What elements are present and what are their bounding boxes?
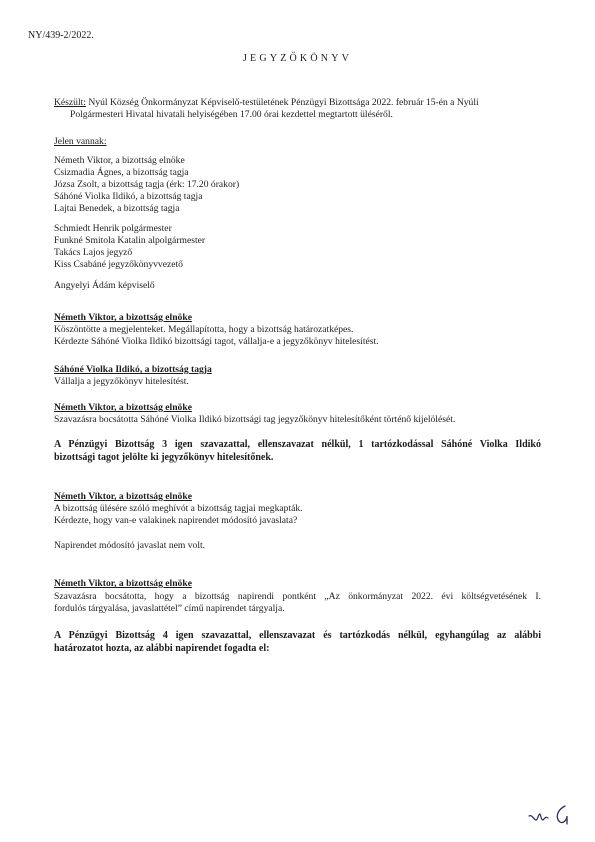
guest-attendee: Angyelyi Ádám képviselő	[54, 280, 155, 291]
document-title: JEGYZŐKÖNYV	[242, 53, 353, 64]
minutes-text: Köszöntötte a megjelenteket. Megállapította, hogy a bizottság határozatképes.	[54, 324, 354, 335]
minutes-text: Kérdezte Sáhóné Violka Ildikó bizottsági tagot, vállalja-e a jegyzőkönyv hitelesítést.	[54, 336, 379, 347]
document-reference-number: NY/439-2/2022.	[28, 30, 94, 41]
handwritten-initials-signature	[527, 802, 577, 826]
resolution-text-line-1: A Pénzügyi Bizottság 4 igen szavazattal, ellenszavazat és tartózkodás nélkül, egyhangúlag az alábbi	[54, 630, 541, 641]
speaker-heading: Németh Viktor, a bizottság elnöke	[54, 578, 192, 589]
committee-member: Józsa Zsolt, a bizottság tagja (érk: 17.20 órakor)	[54, 179, 240, 190]
minutes-text-line-1: Szavazásra bocsátotta, hogy a bizottság napirendi pontként „Az önkormányzat 2022. évi költségvetésének I.	[54, 591, 541, 602]
minutes-text: A bizottság ülésére szóló meghívót a bizottság tagjai megkapták.	[54, 503, 303, 514]
official-attendee: Takács Lajos jegyző	[54, 247, 133, 258]
official-attendee: Funkné Smitola Katalin alpolgármester	[54, 235, 206, 246]
attendees-heading: Jelen vannak:	[54, 136, 107, 147]
minutes-text: Szavazásra bocsátotta Sáhóné Violka Ildikó bizottsági tag jegyzőkönyv hitelesítőként történő kijelölését.	[54, 414, 456, 425]
speaker-heading: Németh Viktor, a bizottság elnöke	[54, 312, 192, 323]
official-attendee: Kiss Csabáné jegyzőkönyvvezető	[54, 259, 183, 270]
speaker-heading: Németh Viktor, a bizottság elnöke	[54, 402, 192, 413]
prepared-text: Nyúl Község Önkormányzat Képviselő-testületének Pénzügyi Bizottsága 2022. február 15-én a Nyúli	[85, 97, 479, 108]
resolution-text-line-2: bizottsági tagot jelölte ki jegyzőkönyv hitelesítőnek.	[54, 452, 274, 463]
resolution-text-line-2: határozatot hozta, az alábbi napirendet fogadta el:	[54, 643, 270, 654]
committee-member: Sáhóné Violka Ildikó, a bizottság tagja	[54, 191, 203, 202]
prepared-label: Készült:	[54, 97, 86, 108]
committee-member: Lajtai Benedek, a bizottság tagja	[54, 203, 180, 214]
minutes-text: Kérdezte, hogy van-e valakinek napirendet módosító javaslata?	[54, 515, 298, 526]
resolution-text-line-1: A Pénzügyi Bizottság 3 igen szavazattal, ellenszavazat nélkül, 1 tartózkodással Sáhóné Violka Ildikó	[54, 439, 541, 450]
prepared-paragraph-line-1	[54, 97, 479, 109]
prepared-paragraph-line-2: Polgármesteri Hivatal hivatali helyiségében 17.00 órai kezdettel megtartott üléséről.	[70, 109, 393, 120]
minutes-text: Napirendet módosító javaslat nem volt.	[54, 540, 206, 551]
speaker-heading: Németh Viktor, a bizottság elnöke	[54, 491, 192, 502]
speaker-heading: Sáhóné Violka Ildikó, a bizottság tagja	[54, 364, 212, 375]
committee-member: Csizmadia Ágnes, a bizottság tagja	[54, 167, 189, 178]
minutes-text: Vállalja a jegyzőkönyv hitelesítést.	[54, 376, 189, 387]
official-attendee: Schmiedt Henrik polgármester	[54, 223, 172, 234]
minutes-text-line-2: fordulós tárgyalása, javaslattétel” című napirendet tárgyalja.	[54, 603, 285, 614]
committee-member: Németh Viktor, a bizottság elnöke	[54, 155, 185, 166]
